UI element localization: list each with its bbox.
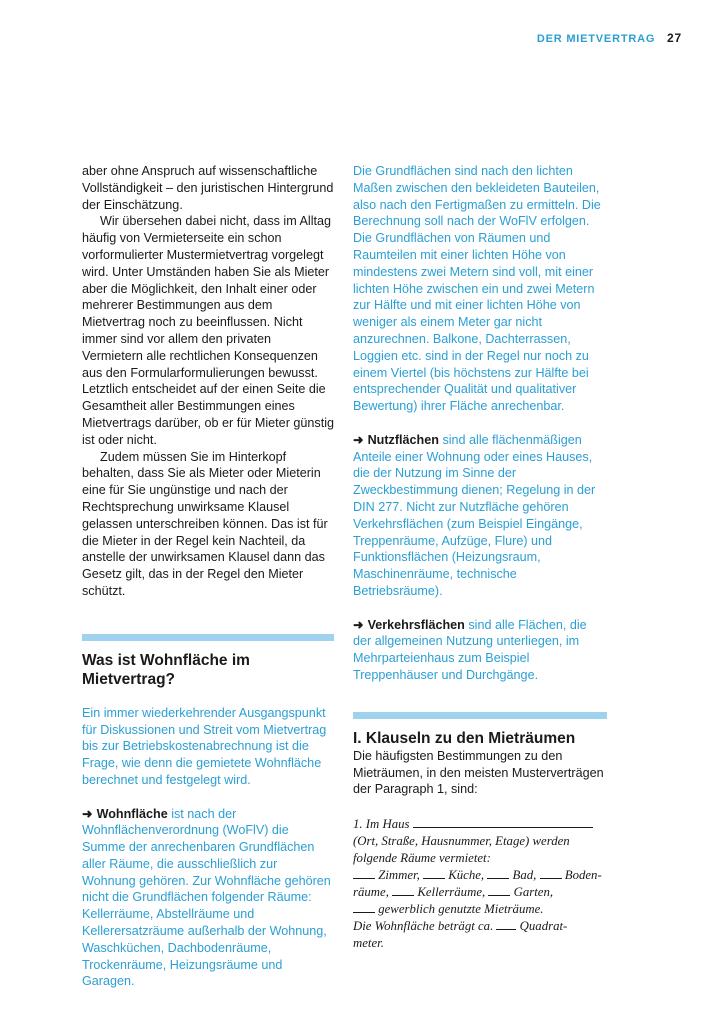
label-bad: Bad, bbox=[512, 868, 537, 883]
section-title: DER MIETVERTRAG bbox=[536, 33, 656, 45]
blank-keller bbox=[392, 885, 414, 896]
blank-boden bbox=[540, 868, 562, 879]
blank-address bbox=[413, 817, 593, 828]
intro-paragraph: Ein immer wiederkehrender Ausgangspunkt für Diskussionen und Streit vom Mietvertrag bis zur Betriebskostenabrechnung ist die Frage, wie denn die gemietete Wohnfläche berechnet und festgelegt wird. bbox=[82, 705, 327, 787]
blank-zimmer bbox=[353, 868, 375, 879]
label-wohnflaeche: Die Wohnfläche beträgt ca. bbox=[353, 919, 494, 934]
arrow-right-icon: ➜ bbox=[82, 806, 93, 821]
label-zimmer: Zimmer, bbox=[378, 868, 420, 883]
arrow-right-icon: ➜ bbox=[353, 617, 364, 632]
definition-wohnflaeche bbox=[82, 806, 334, 991]
definition-text: sind alle Flächen, die der allgemeinen Nutzung unterliegen, im Mehrparteienhaus zum Beispiel Treppenhäuser und Durchgänge. bbox=[353, 617, 587, 682]
label-meter: meter. bbox=[353, 936, 384, 951]
klauseln-intro: Die häufigsten Bestimmungen zu den Mieträumen, in den meisten Musterverträgen der Paragraph 1, sind: bbox=[353, 748, 604, 797]
definition-text: sind alle flächenmäßigen Anteile einer Wohnung oder eines Hauses, die der Nutzung im Sinne der Zweckbestimmung dienen; Regelung in der DIN 277. Nicht zur Nutzfläche gehören Verkehrsflächen (zum Beispiel Eingänge, Treppenräume, Aufzüge, Flure) und Funktionsflächen (Heizungsraum, Maschinenräume, technische Betriebsräume). bbox=[353, 432, 596, 598]
page-number: 27 bbox=[667, 31, 682, 45]
blank-garten bbox=[488, 885, 510, 896]
label-quadrat: Quadrat- bbox=[519, 919, 568, 934]
definition-text: ist nach der Wohnflächenverordnung (WoFlV) die Summe der anrechenbaren Grundflächen aller Räume, die ausschließlich zur Wohnung gehören. Zur Wohnfläche gehören nicht die Grundflächen folgender Räume: Kellerräume, Abstellräume und Kellerersatzräume außerhalb der Wohnung, Waschküchen, Dachbodenräume, Trockenräume, Heizungsräume und Garagen. bbox=[82, 806, 331, 989]
running-header bbox=[537, 31, 682, 45]
section-divider-bar bbox=[353, 712, 607, 719]
label-garten: Garten, bbox=[513, 885, 554, 900]
label-keller: Kellerräume, bbox=[417, 885, 486, 900]
form-line-3: folgende Räume vermietet: bbox=[353, 851, 491, 866]
definition-verkehrsflaechen bbox=[353, 617, 607, 684]
blank-gewerblich bbox=[353, 902, 375, 913]
term-nutzflaechen: Nutzflächen bbox=[367, 432, 439, 447]
label-raeume: räume, bbox=[353, 885, 389, 900]
left-paragraph-2: Wir übersehen dabei nicht, dass im Alltag häufig von Vermieterseite ein schon vorformulierter Mustermietvertrag vorgelegt wird. Unter Umständen haben Sie als Mieter aber die Möglichkeit, den Inhalt einer oder mehrerer Bestimmungen aus dem Mietvertrag noch zu beeinflussen. Nicht immer sind vor allem den privaten Vermietern alle rechtlichen Konsequenzen aus den Formularformulierungen bewusst. Letztlich entscheidet auf der einen Seite die Gesamtheit aller Bestimmungen eines Mietvertrags darüber, ob er für Mieter günstig ist oder nicht. bbox=[82, 214, 334, 447]
term-wohnflaeche: Wohnfläche bbox=[96, 806, 168, 821]
blank-wohnflaeche bbox=[496, 919, 516, 930]
blank-kueche bbox=[423, 868, 445, 879]
term-verkehrsflaechen: Verkehrsflächen bbox=[367, 617, 465, 632]
label-gewerblich: gewerblich genutzte Mieträume. bbox=[378, 902, 544, 917]
section-heading-klauseln: I. Klauseln zu den Mieträumen bbox=[353, 729, 576, 747]
section-divider-bar bbox=[82, 634, 334, 641]
left-column bbox=[82, 163, 334, 990]
section-heading-wohnflaeche: Was ist Wohnfläche im Mietvertrag? bbox=[82, 651, 250, 688]
form-line-2: (Ort, Straße, Hausnummer, Etage) werden bbox=[353, 834, 570, 849]
form-line-1: 1. Im Haus bbox=[353, 817, 410, 832]
label-kueche: Küche, bbox=[448, 868, 485, 883]
left-paragraph-3: Zudem müssen Sie im Hinterkopf behalten, dass Sie als Mieter oder Mieterin eine für Sie ungünstige und nach der Rechtsprechung unwirksame Klausel gelassen unterschreiben können. Das ist für die Mieter in der Regel kein Nachteil, da anstelle der unwirksamen Klausel dann das Gesetz gilt, das in der Regel den Mieter schützt. bbox=[82, 449, 328, 598]
left-paragraph-1: aber ohne Anspruch auf wissenschaftliche Vollständigkeit – den juristischen Hintergrund der Einschätzung. bbox=[82, 164, 334, 212]
definition-nutzflaechen bbox=[353, 432, 607, 600]
blank-bad bbox=[487, 868, 509, 879]
right-paragraph-1: Die Grundflächen sind nach den lichten Maßen zwischen den bekleideten Bauteilen, also nach den Fertigmaßen zu ermitteln. Die Berechnung soll nach der WoFlV erfolgen. Die Grundflächen von Räumen und Raumteilen mit einer lichten Höhe von mindestens zwei Metern sind voll, mit einer lichten Höhe zwischen ein und zwei Metern zur Hälfte und mit einer lichten Höhe von weniger als einem Meter gar nicht anzurechnen. Balkone, Dachterrassen, Loggien etc. sind in der Regel nur noch zu einem Viertel (bis höchstens zur Hälfte bei entsprechender Qualität und qualitativer Bewertung) ihrer Fläche anrechenbar. bbox=[353, 164, 601, 414]
contract-form-template bbox=[353, 816, 607, 952]
arrow-right-icon: ➜ bbox=[353, 432, 364, 447]
label-boden: Boden- bbox=[564, 868, 602, 883]
right-column bbox=[353, 163, 607, 952]
